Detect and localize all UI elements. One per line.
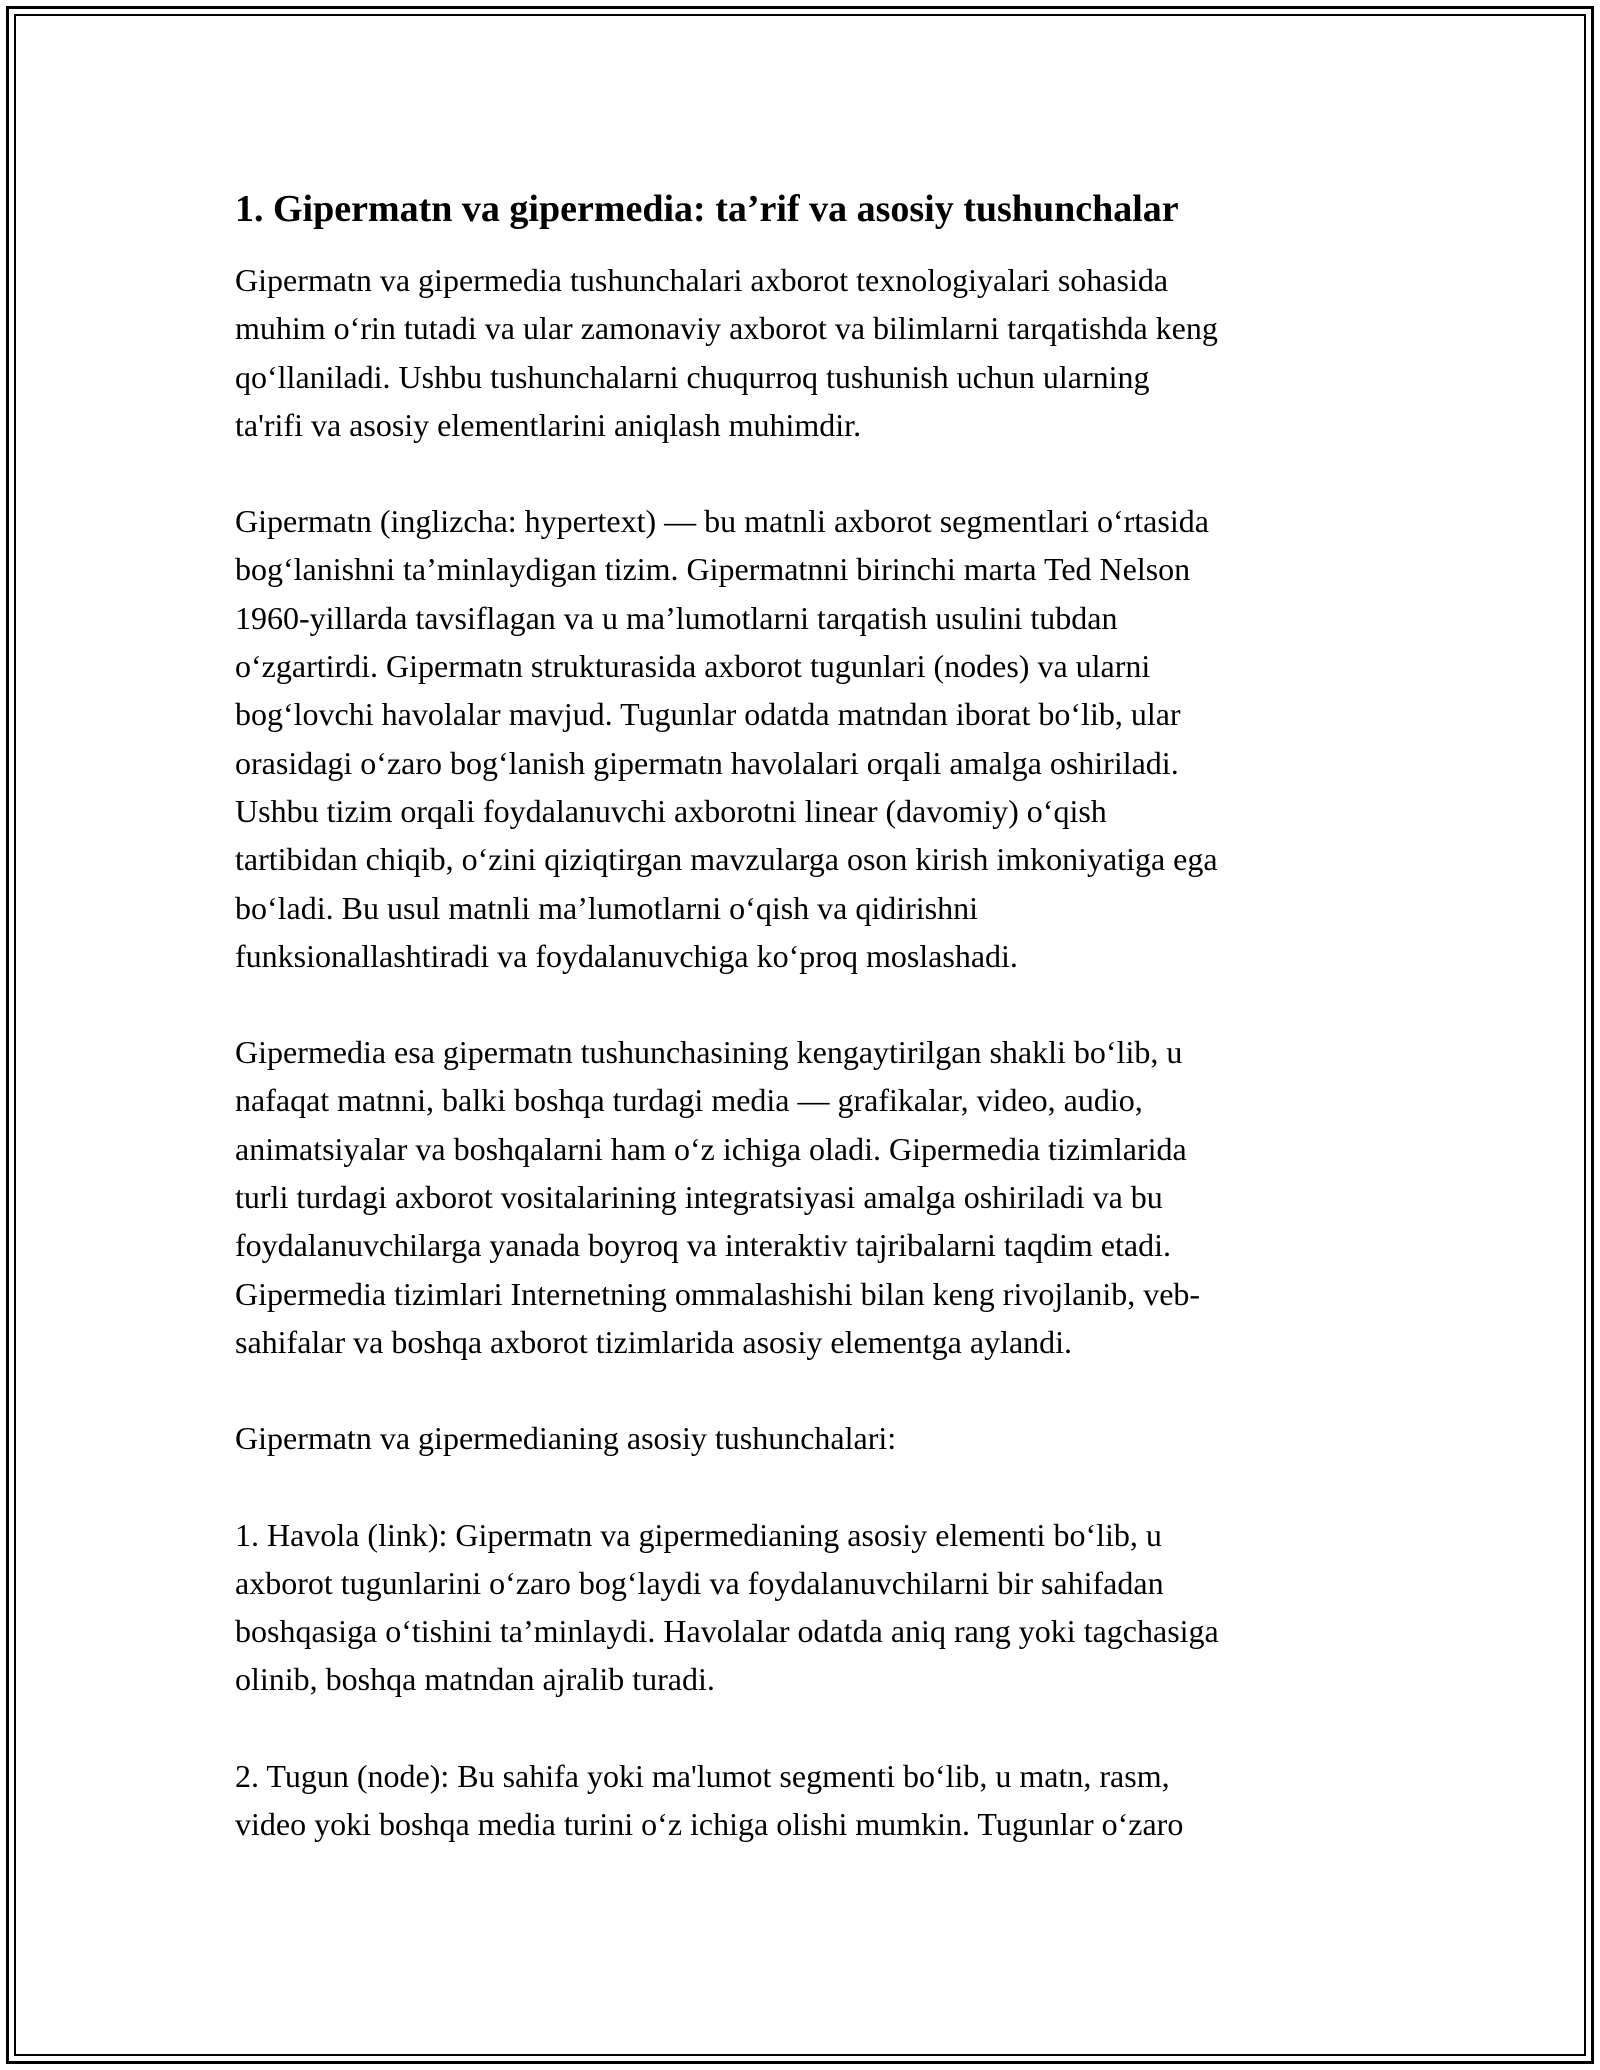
paragraph-link: 1. Havola (link): Gipermatn va gipermedianing asosiy elementi bo‘lib, u axborot tugunlarini o‘zaro bog‘laydi va foydalanuvchilarni bir sahifadan boshqasiga o‘tishini ta’minlaydi. Havolalar odatda aniq rang yoki tagchasiga olinib, boshqa matndan ajralib turadi.	[235, 1516, 1219, 1698]
section-heading: 1. Gipermatn va gipermedia: ta’rif va asosiy tushunchalar	[235, 188, 1179, 230]
document-body	[235, 184, 1385, 1896]
paragraph-node: 2. Tugun (node): Bu sahifa yoki ma'lumot segmenti bo‘lib, u matn, rasm, video yoki boshqa media turini o‘z ichiga olishi mumkin. Tugunlar o‘zaro	[235, 1757, 1184, 1843]
paragraph-concepts-intro: Gipermatn va gipermedianing asosiy tushunchalari:	[235, 1420, 897, 1457]
paragraph-intro: Gipermatn va gipermedia tushunchalari axborot texnologiyalari sohasida muhim o‘rin tutadi va ular zamonaviy axborot va bilimlarni tarqatishda keng qo‘llaniladi. Ushbu tushunchalarni chuqurroq tushunish uchun ularning ta'rifi va asosiy elementlarini aniqlash muhimdir.	[235, 262, 1218, 443]
paragraph-hypertext: Gipermatn (inglizcha: hypertext) — bu matnli axborot segmentlari o‘rtasida bog‘lanishni ta’minlaydigan tizim. Gipermatnni birinchi marta Ted Nelson 1960-yillarda tavsiflagan va u ma’lumotlarni tarqatish usulini tubdan o‘zgartirdi. Gipermatn strukturasida axborot tugunlari (nodes) va ularni bog‘lovchi havolalar mavjud. Tugunlar odatda matndan iborat bo‘lib, ular orasidagi o‘zaro bog‘lanish gipermatn havolalari orqali amalga oshiriladi. Ushbu tizim orqali foydalanuvchi axborotni linear (davomiy) o‘qish tartibidan chiqib, o‘zini qiziqtirgan mavzularga oson kirish imkoniyatiga ega bo‘ladi. Bu usul matnli ma’lumotlarni o‘qish va qidirishni funksionallashtiradi va foydalanuvchiga ko‘proq moslashadi.	[235, 503, 1218, 974]
paragraph-hypermedia: Gipermedia esa gipermatn tushunchasining kengaytirilgan shakli bo‘lib, u nafaqat matnni, balki boshqa turdagi media — grafikalar, video, audio, animatsiyalar va boshqalarni ham o‘z ichiga oladi. Gipermedia tizimlarida turli turdagi axborot vositalarining integratsiyasi amalga oshiriladi va bu foydalanuvchilarga yanada boyroq va interaktiv tajribalarni taqdim etadi. Gipermedia tizimlari Internetning ommalashishi bilan keng rivojlanib, veb- sahifalar va boshqa axborot tizimlarida asosiy elementga aylandi.	[235, 1034, 1201, 1360]
